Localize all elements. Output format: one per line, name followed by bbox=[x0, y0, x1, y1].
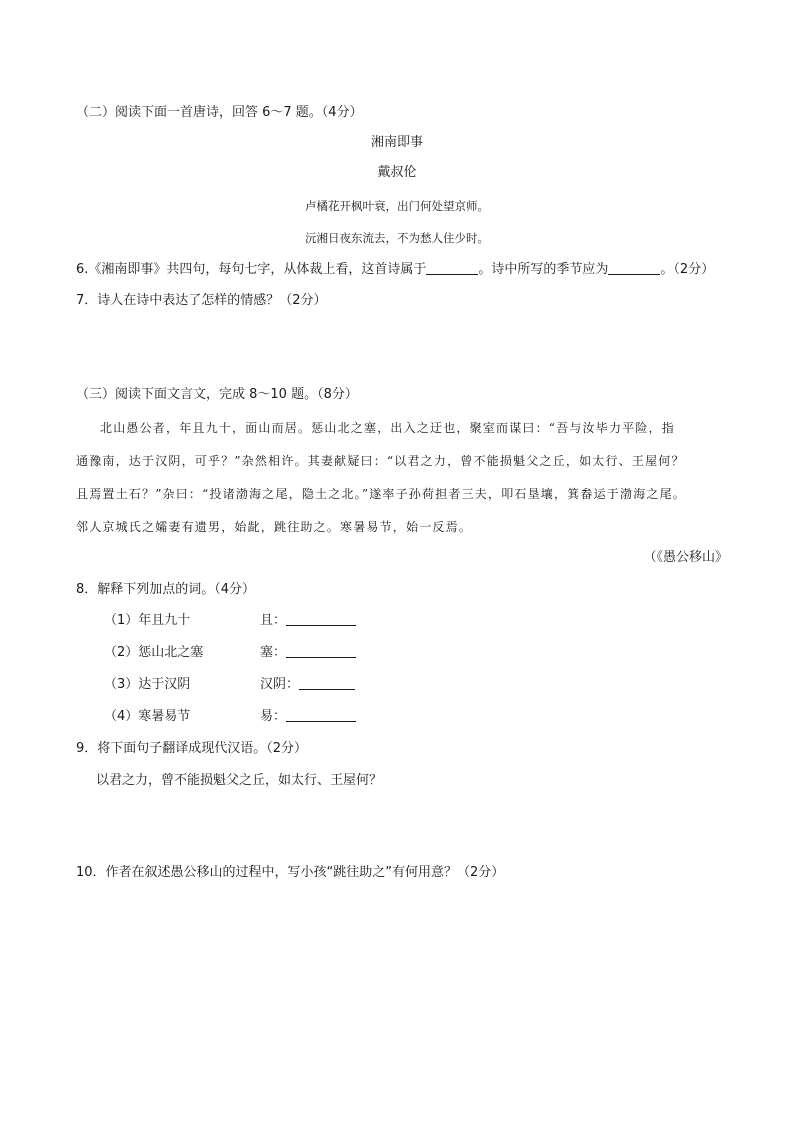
question-7: 7．诗人在诗中表达了怎样的情感？（2分） bbox=[76, 293, 327, 308]
question-9-sentence: 以君之力，曾不能损魁父之丘，如太行、王屋何？ bbox=[96, 773, 383, 788]
passage-line-1: 北山愚公者，年且九十，面山而居。惩山北之塞，出入之迂也，聚室而谋曰：“吾与汝毕力平险，指 bbox=[100, 421, 675, 435]
question-6-text-a: 6.《湘南即事》共四句，每句七字，从体裁上看，这首诗属于 bbox=[76, 262, 427, 277]
question-9: 9．将下面句子翻译成现代汉语。（2分） bbox=[76, 741, 308, 756]
section3-heading: （三）阅读下面文言文，完成 8～10 题。（8分） bbox=[76, 387, 358, 402]
answer-blank-q8-1[interactable] bbox=[286, 612, 356, 626]
passage-line-4: 邻人京城氏之孀妻有遗男，始龀，跳往助之。寒暑易节，始一反焉。 bbox=[76, 520, 473, 534]
q8-item-2-answer bbox=[260, 644, 356, 662]
answer-blank-q8-2[interactable] bbox=[286, 644, 356, 658]
q8-item-3-word: 汉阴： bbox=[260, 677, 300, 692]
poem-line-1: 卢橘花开枫叶衰，出门何处望京师。 bbox=[305, 199, 489, 213]
q8-item-3-phrase: （3）达于汉阴 bbox=[104, 677, 191, 692]
q8-item-2-word: 塞： bbox=[260, 645, 287, 660]
q8-item-4-word: 易： bbox=[260, 709, 287, 724]
section2-heading: （二）阅读下面一首唐诗，回答 6～7 题。（4分） bbox=[76, 105, 363, 120]
answer-blank-genre[interactable] bbox=[426, 261, 478, 275]
question-6-text-c: 。（2分） bbox=[660, 262, 715, 277]
question-10: 10．作者在叙述愚公移山的过程中，写小孩“跳往助之”有何用意？（2分） bbox=[76, 865, 505, 880]
passage-source: （《愚公移山》 bbox=[643, 550, 728, 565]
question-8: 8．解释下列加点的词。（4分） bbox=[76, 582, 256, 597]
q8-item-4-answer bbox=[260, 708, 356, 726]
q8-item-1-answer bbox=[260, 612, 356, 630]
passage-line-3: 且焉置土石？”杂曰：“投诸渤海之尾，隐土之北。”遂率子孙荷担者三夫，叩石垦壤，箕畚运于渤海之尾。 bbox=[76, 487, 687, 501]
q8-item-1-word: 且： bbox=[260, 613, 287, 628]
question-6 bbox=[76, 261, 714, 279]
answer-blank-season[interactable] bbox=[608, 261, 660, 275]
q8-item-4-phrase: （4）寒暑易节 bbox=[104, 709, 191, 724]
poem-title: 湘南即事 bbox=[370, 135, 423, 150]
answer-blank-q8-3[interactable] bbox=[299, 676, 355, 690]
question-6-text-b: 。诗中所写的季节应为 bbox=[478, 262, 609, 277]
answer-blank-q8-4[interactable] bbox=[286, 708, 356, 722]
q8-item-1-phrase: （1）年且九十 bbox=[104, 613, 191, 628]
passage-line-2: 通豫南，达于汉阴，可乎？”杂然相许。其妻献疑曰：“以君之力，曾不能损魁父之丘，如太行、王屋何？ bbox=[76, 454, 685, 468]
poem-author: 戴叔伦 bbox=[377, 165, 417, 180]
q8-item-2-phrase: （2）惩山北之塞 bbox=[104, 645, 204, 660]
poem-line-2: 沅湘日夜东流去，不为愁人住少时。 bbox=[305, 231, 489, 245]
q8-item-3-answer bbox=[260, 676, 355, 694]
